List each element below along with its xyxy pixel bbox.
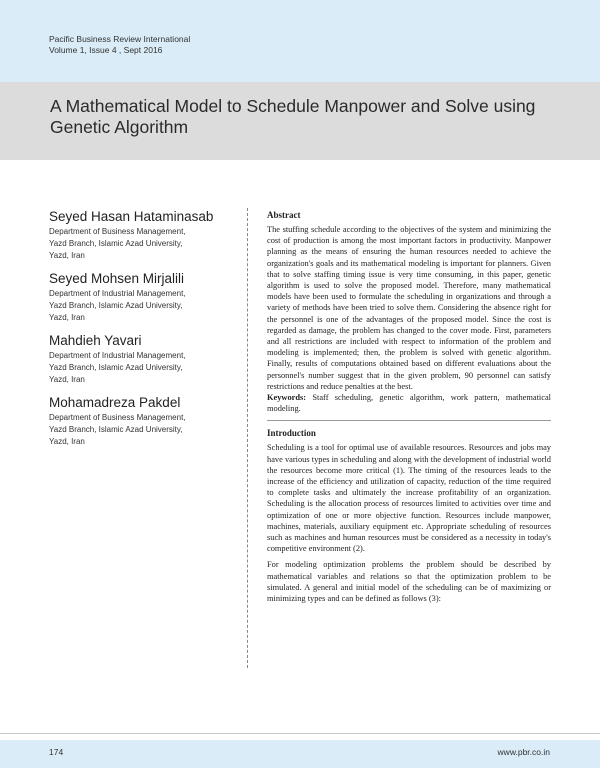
author-affiliation-line: Yazd Branch, Islamic Azad University, [49, 363, 183, 372]
author-block [49, 332, 239, 386]
author-affiliation-line: Yazd, Iran [49, 313, 85, 322]
authors-column [49, 208, 239, 456]
author-block [49, 208, 239, 262]
author-affiliation-line: Yazd Branch, Islamic Azad University, [49, 239, 183, 248]
author-affiliation-line: Department of Business Management, [49, 413, 186, 422]
main-column [267, 209, 551, 604]
author-affiliation-line: Yazd, Iran [49, 251, 85, 260]
journal-info [49, 34, 190, 56]
author-affiliation-line: Department of Industrial Management, [49, 289, 186, 298]
section-rule [267, 420, 551, 421]
abstract-heading: Abstract [267, 210, 301, 220]
paper-title: A Mathematical Model to Schedule Manpower and Solve using Genetic Algorithm [50, 96, 536, 137]
keywords [267, 392, 551, 414]
author-affiliation-line: Yazd Branch, Islamic Azad University, [49, 425, 183, 434]
abstract-text: The stuffing schedule according to the objectives of the system and minimizing the cost of production is among the most important factors in productivity. Manpower planning as the means of ensuring the human resources needed to achieve the organization's goals and its mathematical modeling is important for planners. Given that to solve staffing timing issue is very time consuming, in this paper, genetic algorithm is used to solve the proposed model. Therefore, many mathematical models have been used to formulate the scheduling in organizations and through a variety of methods have been tried to solve them. Considering the absence right for the personnel is one of the advantages of the proposed model. Since the cost is regarded as damage, the problem has changed to the cover mode. First, parameters and all restrictions are included with respect to information of the problem and modeling is implemented; then, the problem is solved with genetic algorithm. Finally, results of computations obtained based on different evaluations about the personnel's number suggest that in the given problem, 90 personnel can satisfy restrictions and reduce penalties at the best. [267, 225, 551, 391]
keywords-label: Keywords: [267, 393, 307, 403]
author-name: Mohamadreza Pakdel [49, 395, 181, 410]
author-affiliation-line: Yazd, Iran [49, 437, 85, 446]
footer-url: www.pbr.co.in [497, 747, 550, 757]
author-affiliation-line: Yazd Branch, Islamic Azad University, [49, 301, 183, 310]
page-number: 174 [49, 747, 64, 757]
journal-issue: Volume 1, Issue 4 , Sept 2016 [49, 45, 163, 55]
author-name: Seyed Mohsen Mirjalili [49, 271, 185, 286]
author-affiliation-line: Department of Business Management, [49, 227, 186, 236]
introduction-paragraph-1: Scheduling is a tool for optimal use of available resources. Resources and jobs may have various types in scheduling and along with the development of industrial world the resources become more critical (1). The timing of the resources leads to the increase of the efficiency and utilization of capacity, reduction of the time required to complete tasks and ultimately the increase profitability of an organization. Scheduling is the allocation process of resources limited to activities over time and optimization of one or more objective function. Resources include manpower, machines, materials, auxiliary equipment etc. Appropriate scheduling of resources such as machines and human resources must be considered as a necessity in today's competitive environment (2). [267, 443, 551, 554]
keywords-text: Staff scheduling, genetic algorithm, work pattern, mathematical modeling. [267, 393, 552, 414]
author-name: Mahdieh Yavari [49, 333, 142, 348]
author-affiliation-line: Department of Industrial Management, [49, 351, 186, 360]
introduction-heading: Introduction [267, 428, 316, 439]
author-name: Seyed Hasan Hataminasab [49, 209, 214, 224]
column-divider [247, 208, 248, 668]
author-block [49, 394, 239, 448]
author-block [49, 270, 239, 324]
author-affiliation-line: Yazd, Iran [49, 375, 85, 384]
footer-rule [0, 733, 600, 734]
journal-name: Pacific Business Review International [49, 34, 191, 44]
introduction-paragraph-2: For modeling optimization problems the problem should be described by mathematical variables and relations so that the optimization problem to be simulated. A general and initial model of the scheduling can be of maximizing or minimizing types and can be defined as follows (3): [267, 560, 551, 604]
